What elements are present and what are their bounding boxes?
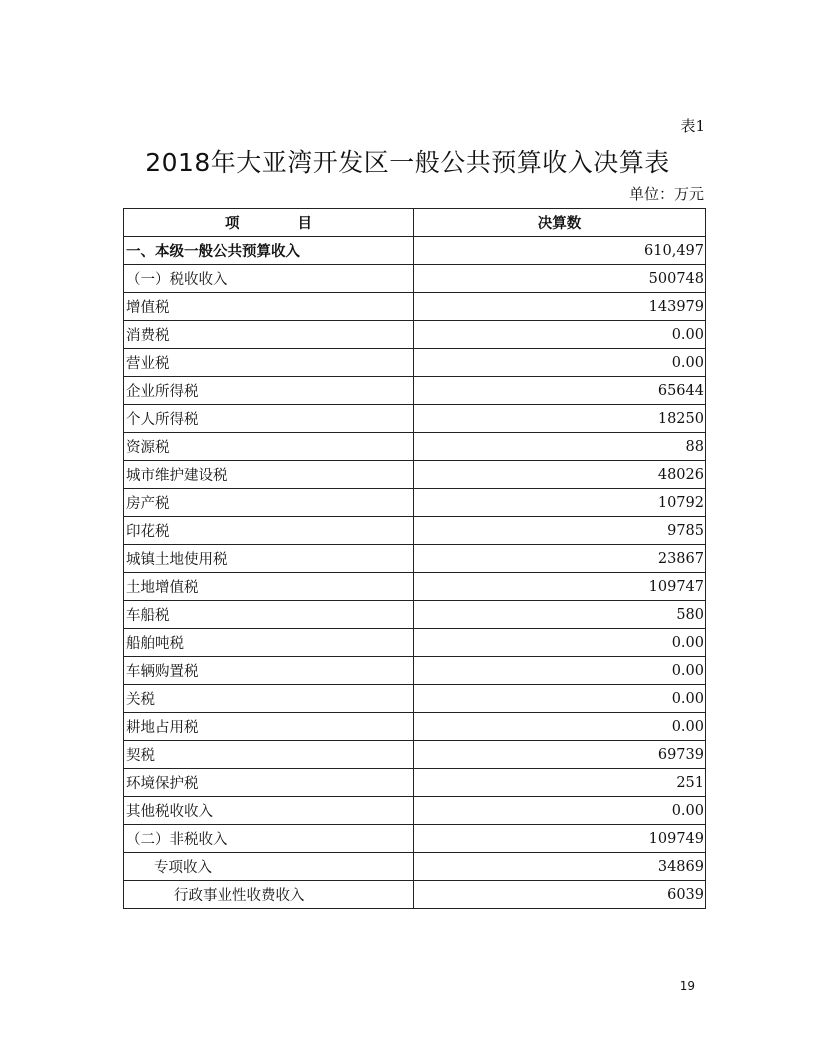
row-item-name: 一、本级一般公共预算收入 xyxy=(124,237,414,265)
page-title: 2018年大亚湾开发区一般公共预算收入决算表 xyxy=(145,148,670,177)
row-item-name: 环境保护税 xyxy=(124,769,414,797)
row-item-name: 车船税 xyxy=(124,601,414,629)
row-item-value: 143979 xyxy=(414,293,706,321)
row-item-value: 109747 xyxy=(414,573,706,601)
row-item-value: 69739 xyxy=(414,741,706,769)
row-item-name: 契税 xyxy=(124,741,414,769)
row-item-value: 0.00 xyxy=(414,797,706,825)
header-amount: 决算数 xyxy=(414,209,706,237)
row-item-name: 行政事业性收费收入 xyxy=(124,881,414,909)
table-row xyxy=(124,657,706,685)
table-row xyxy=(124,601,706,629)
row-item-value: 0.00 xyxy=(414,321,706,349)
row-item-value: 88 xyxy=(414,433,706,461)
table-row xyxy=(124,405,706,433)
table-row xyxy=(124,265,706,293)
table-row xyxy=(124,461,706,489)
page-number: 19 xyxy=(679,979,695,993)
row-item-value: 0.00 xyxy=(414,349,706,377)
row-item-value: 0.00 xyxy=(414,685,706,713)
row-item-name: 车辆购置税 xyxy=(124,657,414,685)
row-item-value: 580 xyxy=(414,601,706,629)
row-item-value: 65644 xyxy=(414,377,706,405)
table-row xyxy=(124,517,706,545)
table-row xyxy=(124,489,706,517)
budget-revenue-table xyxy=(123,208,706,909)
row-item-value: 6039 xyxy=(414,881,706,909)
row-item-value: 0.00 xyxy=(414,629,706,657)
table-row xyxy=(124,321,706,349)
row-item-name: 增值税 xyxy=(124,293,414,321)
row-item-value: 109749 xyxy=(414,825,706,853)
row-item-value: 0.00 xyxy=(414,657,706,685)
row-item-name: 营业税 xyxy=(124,349,414,377)
row-item-name: 城市维护建设税 xyxy=(124,461,414,489)
row-item-name: 耕地占用税 xyxy=(124,713,414,741)
table-row xyxy=(124,545,706,573)
table-row xyxy=(124,685,706,713)
table-row xyxy=(124,293,706,321)
row-item-name: 其他税收收入 xyxy=(124,797,414,825)
table-row xyxy=(124,825,706,853)
table-row xyxy=(124,769,706,797)
row-item-name: 关税 xyxy=(124,685,414,713)
row-item-name: 船舶吨税 xyxy=(124,629,414,657)
row-item-name: 印花税 xyxy=(124,517,414,545)
unit-label: 单位：万元 xyxy=(628,185,704,203)
table-row xyxy=(124,629,706,657)
table-header-row xyxy=(124,209,706,237)
table-row xyxy=(124,797,706,825)
table-row xyxy=(124,713,706,741)
row-item-name: 土地增值税 xyxy=(124,573,414,601)
row-item-value: 610,497 xyxy=(414,237,706,265)
table-row xyxy=(124,573,706,601)
row-item-name: 城镇土地使用税 xyxy=(124,545,414,573)
row-item-name: 专项收入 xyxy=(124,853,414,881)
row-item-name: 房产税 xyxy=(124,489,414,517)
row-item-value: 0.00 xyxy=(414,713,706,741)
header-item: 项 目 xyxy=(124,209,414,237)
table-label: 表1 xyxy=(680,117,705,135)
row-item-value: 48026 xyxy=(414,461,706,489)
row-item-name: （二）非税收入 xyxy=(124,825,414,853)
row-item-value: 500748 xyxy=(414,265,706,293)
row-item-name: 个人所得税 xyxy=(124,405,414,433)
table-body xyxy=(124,237,706,909)
row-item-value: 10792 xyxy=(414,489,706,517)
row-item-name: （一）税收收入 xyxy=(124,265,414,293)
row-item-value: 9785 xyxy=(414,517,706,545)
table-row xyxy=(124,853,706,881)
table-row xyxy=(124,349,706,377)
row-item-name: 消费税 xyxy=(124,321,414,349)
table-row xyxy=(124,433,706,461)
row-item-value: 18250 xyxy=(414,405,706,433)
row-item-value: 251 xyxy=(414,769,706,797)
row-item-name: 资源税 xyxy=(124,433,414,461)
table-row xyxy=(124,377,706,405)
table-row xyxy=(124,741,706,769)
table-row xyxy=(124,237,706,265)
row-item-value: 23867 xyxy=(414,545,706,573)
table-row xyxy=(124,881,706,909)
row-item-name: 企业所得税 xyxy=(124,377,414,405)
row-item-value: 34869 xyxy=(414,853,706,881)
